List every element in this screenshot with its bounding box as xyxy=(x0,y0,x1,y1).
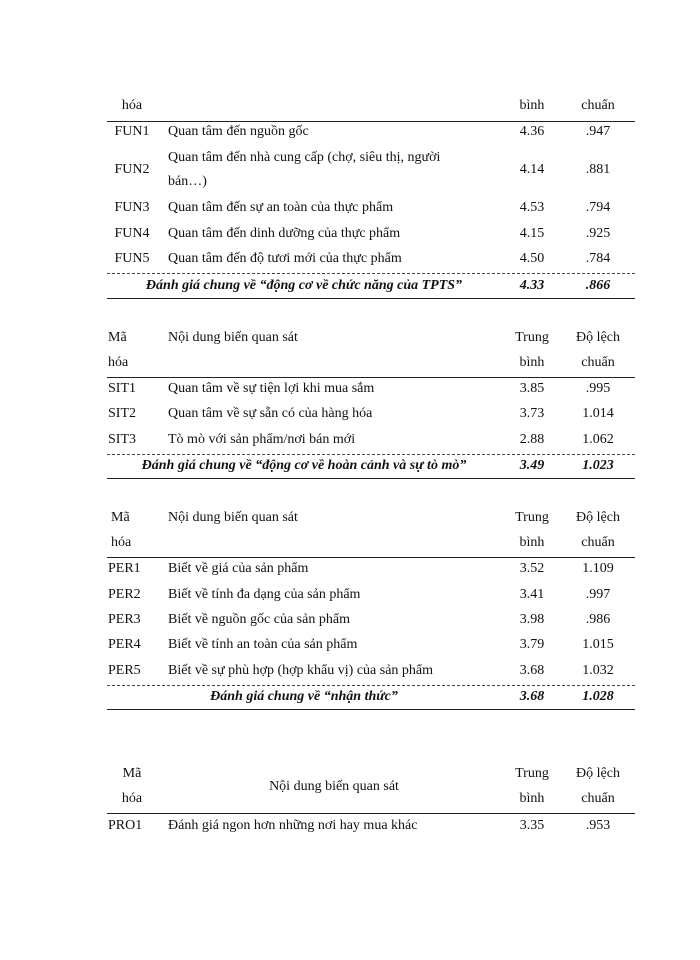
row-description: Tò mò với sản phẩm/nơi bán mới xyxy=(168,432,356,447)
row-code: PER2 xyxy=(108,587,141,602)
row-mean: 4.14 xyxy=(519,162,545,177)
header-divider xyxy=(107,557,635,558)
row-code: SIT3 xyxy=(108,432,136,447)
row-mean: 3.73 xyxy=(519,406,545,421)
row-mean: 3.52 xyxy=(519,561,545,576)
header-sd: Độ lệch xyxy=(576,330,620,345)
row-code: FUN5 xyxy=(114,251,150,266)
row-mean: 3.68 xyxy=(519,663,545,678)
row-sd: .986 xyxy=(585,612,611,627)
header-mean: Trung xyxy=(515,766,549,781)
row-description: Biết về nguồn gốc của sản phẩm xyxy=(168,612,350,627)
header-divider xyxy=(107,377,635,378)
header-description: Nội dung biến quan sát xyxy=(168,330,298,345)
header-mean: bình xyxy=(519,98,545,113)
row-mean: 4.53 xyxy=(519,200,545,215)
header-sd: Độ lệch xyxy=(576,510,620,525)
header-code: hóa xyxy=(121,98,143,113)
row-mean: 3.41 xyxy=(519,587,545,602)
summary-sd: .866 xyxy=(585,278,611,293)
summary-mean: 3.68 xyxy=(519,689,545,704)
row-mean: 2.88 xyxy=(519,432,545,447)
row-code: PER4 xyxy=(108,637,141,652)
header-sd: chuẩn xyxy=(581,535,615,550)
summary-sd: 1.028 xyxy=(582,689,614,704)
summary-divider xyxy=(107,454,635,455)
header-description: Nội dung biến quan sát xyxy=(269,779,399,794)
row-description: Quan tâm về sự tiện lợi khi mua sắm xyxy=(168,381,375,396)
table-bottom-rule xyxy=(107,298,635,299)
summary-mean: 4.33 xyxy=(519,278,545,293)
header-divider xyxy=(107,121,635,122)
row-code: FUN3 xyxy=(114,200,150,215)
row-sd: .997 xyxy=(585,587,611,602)
row-sd: .947 xyxy=(585,124,611,139)
row-sd: 1.015 xyxy=(582,637,614,652)
row-code: FUN4 xyxy=(114,226,150,241)
row-description-line2: bán…) xyxy=(168,174,207,189)
row-code: FUN1 xyxy=(114,124,150,139)
summary-label: Đánh giá chung về “động cơ về chức năng của TPTS” xyxy=(145,278,463,293)
row-code: FUN2 xyxy=(114,162,150,177)
row-code: PER3 xyxy=(108,612,141,627)
summary-mean: 3.49 xyxy=(519,458,545,473)
summary-label: Đánh giá chung về “nhận thức” xyxy=(210,689,398,704)
row-code: SIT1 xyxy=(108,381,136,396)
row-mean: 4.50 xyxy=(519,251,545,266)
header-divider xyxy=(107,813,635,814)
table-bottom-rule xyxy=(107,709,635,710)
row-sd: .784 xyxy=(585,251,611,266)
row-mean: 3.35 xyxy=(519,818,545,833)
row-sd: 1.014 xyxy=(582,406,614,421)
header-mean: bình xyxy=(519,791,545,806)
row-sd: 1.062 xyxy=(582,432,614,447)
header-mean: Trung xyxy=(515,330,549,345)
header-code: Mã xyxy=(111,510,130,525)
row-mean: 4.36 xyxy=(519,124,545,139)
row-sd: .953 xyxy=(585,818,611,833)
header-code: hóa xyxy=(108,355,129,370)
row-code: PER1 xyxy=(108,561,141,576)
row-description: Quan tâm đến độ tươi mới của thực phẩm xyxy=(168,251,402,266)
row-description: Quan tâm đến nguồn gốc xyxy=(168,124,309,139)
row-description-line1: Quan tâm đến nhà cung cấp (chợ, siêu thị, người xyxy=(168,150,441,165)
header-code: Mã xyxy=(108,330,127,345)
header-mean: Trung xyxy=(515,510,549,525)
row-description: Quan tâm về sự sẵn có của hàng hóa xyxy=(168,406,373,421)
row-sd: 1.109 xyxy=(582,561,614,576)
row-description: Biết về tính đa dạng của sản phẩm xyxy=(168,587,361,602)
row-description: Quan tâm đến dinh dưỡng của thực phẩm xyxy=(168,226,401,241)
row-mean: 3.85 xyxy=(519,381,545,396)
row-mean: 3.98 xyxy=(519,612,545,627)
header-mean: bình xyxy=(519,535,545,550)
row-mean: 3.79 xyxy=(519,637,545,652)
row-code: PRO1 xyxy=(108,818,143,833)
row-sd: .925 xyxy=(585,226,611,241)
header-sd: chuẩn xyxy=(581,98,615,113)
summary-label: Đánh giá chung về “động cơ về hoàn cảnh và sự tò mò” xyxy=(141,458,467,473)
header-description: Nội dung biến quan sát xyxy=(168,510,298,525)
header-mean: bình xyxy=(519,355,545,370)
header-code: Mã xyxy=(122,766,142,781)
row-description: Biết về tính an toàn của sản phẩm xyxy=(168,637,358,652)
summary-sd: 1.023 xyxy=(582,458,614,473)
row-sd: 1.032 xyxy=(582,663,614,678)
row-mean: 4.15 xyxy=(519,226,545,241)
row-code: SIT2 xyxy=(108,406,136,421)
row-description: Biết về sự phù hợp (hợp khẩu vị) của sản phẩm xyxy=(168,663,434,678)
header-sd: Độ lệch xyxy=(576,766,620,781)
table-bottom-rule xyxy=(107,478,635,479)
row-code: PER5 xyxy=(108,663,141,678)
row-sd: .881 xyxy=(585,162,611,177)
row-description: Đánh giá ngon hơn những nơi hay mua khác xyxy=(168,818,418,833)
header-sd: chuẩn xyxy=(581,791,615,806)
row-sd: .995 xyxy=(585,381,611,396)
header-code: hóa xyxy=(121,791,143,806)
summary-divider xyxy=(107,685,635,686)
row-sd: .794 xyxy=(585,200,611,215)
row-description: Biết về giá của sản phẩm xyxy=(168,561,309,576)
summary-divider xyxy=(107,273,635,274)
row-description: Quan tâm đến sự an toàn của thực phẩm xyxy=(168,200,394,215)
header-sd: chuẩn xyxy=(581,355,615,370)
header-code: hóa xyxy=(111,535,132,550)
